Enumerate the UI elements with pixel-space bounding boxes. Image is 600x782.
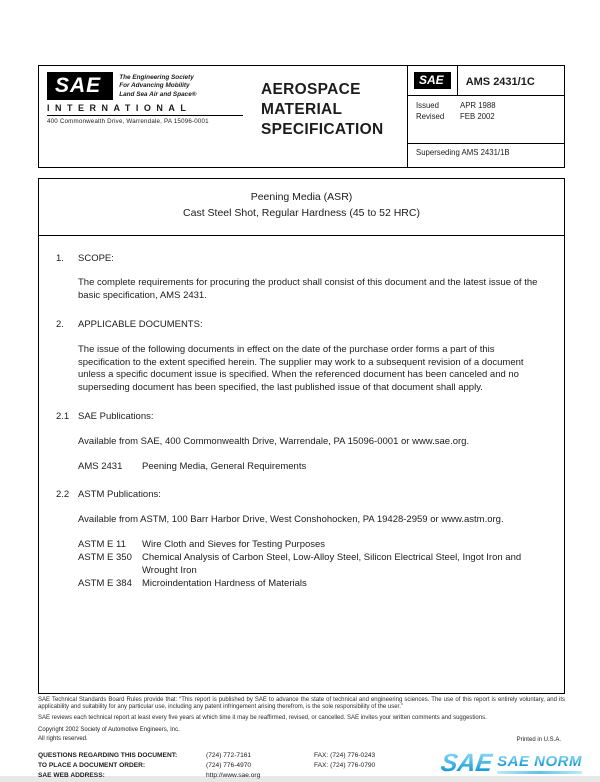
paragraph: The issue of the following documents in effect on the date of the purchase order forms a part of this specification to the extent specified herein. The supplier may work to a subsequent revision of a document unless a specific document issue is specified. When the referenced document has been canceled and no superseding document has been specified, the last published issue of that document shall apply. xyxy=(78,343,524,394)
section-heading: APPLICABLE DOCUMENTS: xyxy=(78,318,203,330)
section-number: 1. xyxy=(56,252,64,264)
sae-norm-tagline-bar xyxy=(497,771,582,774)
contact-fax: FAX: (724) 776-0790 xyxy=(314,762,376,770)
title-line-1: Peening Media (ASR) xyxy=(250,191,353,203)
copyright-line: Copyright 2002 Society of Automotive Engineers, Inc. xyxy=(38,727,180,734)
paragraph: Available from SAE, 400 Commonwealth Drive, Warrendale, PA 15096-0001 or www.sae.org. xyxy=(78,435,470,447)
contact-phone: (724) 776-4970 xyxy=(206,762,252,770)
issued-row xyxy=(416,101,554,110)
contact-label: QUESTIONS REGARDING THIS DOCUMENT: xyxy=(38,752,178,759)
section-content xyxy=(78,253,540,303)
reference-row xyxy=(78,461,540,474)
document-id-block xyxy=(407,66,564,167)
document-body xyxy=(38,236,565,694)
reference-row xyxy=(78,539,540,552)
title-line-2: Cast Steel Shot, Regular Hardness (45 to 52 HRC) xyxy=(183,206,420,219)
printed-in-usa: Printed in U.S.A. xyxy=(516,737,561,743)
document-title-box xyxy=(38,178,565,236)
logo-row xyxy=(47,72,251,100)
publisher-address: 400 Commonwealth Drive, Warrendale, PA 15096-0001 xyxy=(47,118,209,125)
section-sae-publications xyxy=(56,411,540,473)
tagline-line-3: Land Sea Air and Space® xyxy=(119,90,197,98)
section-heading: SCOPE: xyxy=(78,252,114,264)
reference-code: AMS 2431 xyxy=(78,460,123,472)
copyright-block xyxy=(38,726,180,743)
revision-dates xyxy=(408,96,564,143)
reference-row xyxy=(78,552,540,578)
section-heading: ASTM Publications: xyxy=(78,489,161,501)
section-applicable-documents xyxy=(56,319,540,395)
sae-logo: SAE xyxy=(47,72,113,100)
revised-row xyxy=(416,112,554,121)
section-number: 2. xyxy=(56,318,64,330)
rights-line: All rights reserved. xyxy=(38,735,88,742)
section-content xyxy=(78,411,540,473)
doc-number-row xyxy=(408,66,564,96)
superseding-note: Superseding AMS 2431/1B xyxy=(408,143,564,167)
section-number: 2.1 xyxy=(56,411,70,422)
sae-mini-logo: SAE xyxy=(414,72,451,89)
paragraph: Available from ASTM, 100 Barr Harbor Drive, West Conshohocken, PA 19428-2959 or www.astm.org. xyxy=(78,514,504,526)
document-type-title xyxy=(257,66,407,167)
doc-type-line-1: AEROSPACE xyxy=(261,81,361,98)
sae-norm-text: SAE NORM xyxy=(497,753,582,770)
doc-number: AMS 2431/1C xyxy=(465,76,535,88)
copyright-row xyxy=(38,726,565,743)
tagline-line-1: The Engineering Society xyxy=(119,74,194,81)
reference-row xyxy=(78,578,540,591)
reference-title: Peening Media, General Requirements xyxy=(142,460,307,472)
astm-reference-list xyxy=(78,539,540,590)
sae-norm-glyph-icon: SAE xyxy=(438,748,495,777)
document-header xyxy=(38,65,565,168)
section-astm-publications xyxy=(56,489,540,590)
page-content xyxy=(38,65,565,782)
doc-type-line-2: MATERIAL xyxy=(261,101,343,119)
publisher-block xyxy=(39,66,257,167)
doc-type-line-3: SPECIFICATION xyxy=(261,121,384,139)
sae-reference-list xyxy=(78,461,540,474)
section-content xyxy=(78,489,540,590)
section-heading: SAE Publications: xyxy=(78,411,154,422)
reference-title: Wire Cloth and Sieves for Testing Purposes xyxy=(142,539,326,551)
issued-label: Issued xyxy=(416,101,439,110)
reference-code: ASTM E 350 xyxy=(78,551,132,563)
review-notice: SAE reviews each technical report at least every five years at which time it may be reaffirmed, revised, or cancelled. SAE invites your written comments and suggestions. xyxy=(38,715,487,722)
tagline-line-2: For Advancing Mobility xyxy=(119,82,190,90)
sae-norm-wordmark xyxy=(497,754,582,774)
contact-label: TO PLACE A DOCUMENT ORDER: xyxy=(38,762,146,770)
reference-code: ASTM E 384 xyxy=(78,577,132,589)
section-number: 2.2 xyxy=(56,489,70,501)
reference-title: Microindentation Hardness of Materials xyxy=(142,577,307,589)
section-content xyxy=(78,319,540,395)
section-scope xyxy=(56,253,540,303)
paragraph: The complete requirements for procuring the product shall consist of this document and the latest issue of the basic specification, AMS 2431. xyxy=(78,277,538,302)
sae-tagline xyxy=(119,72,196,99)
reference-code: ASTM E 11 xyxy=(78,539,126,551)
issued-date: APR 1988 xyxy=(460,101,496,110)
contact-url: http://www.sae.org xyxy=(206,772,261,780)
contact-fax: FAX: (724) 776-0243 xyxy=(314,752,376,759)
reference-title: Chemical Analysis of Carbon Steel, Low-Alloy Steel, Silicon Electrical Steel, Ingot Iron and Wrought Iron xyxy=(142,551,522,576)
international-label: INTERNATIONAL xyxy=(47,103,243,116)
sae-norm-logo xyxy=(438,748,582,777)
sae-mini-logo-cell xyxy=(408,66,458,95)
contact-label: SAE WEB ADDRESS: xyxy=(38,772,105,780)
revised-date: FEB 2002 xyxy=(460,112,495,121)
revised-label: Revised xyxy=(416,112,445,121)
contact-phone: (724) 772-7161 xyxy=(206,752,252,759)
standards-board-notice: SAE Technical Standards Board Rules provide that: “This report is published by SAE to advance the state of technical and engineering sciences. The use of this report is entirely voluntary, and its applicability and suitability for any particular use, including any patent infringement arising therefrom, is the sole responsibility of the user.” xyxy=(38,696,565,711)
